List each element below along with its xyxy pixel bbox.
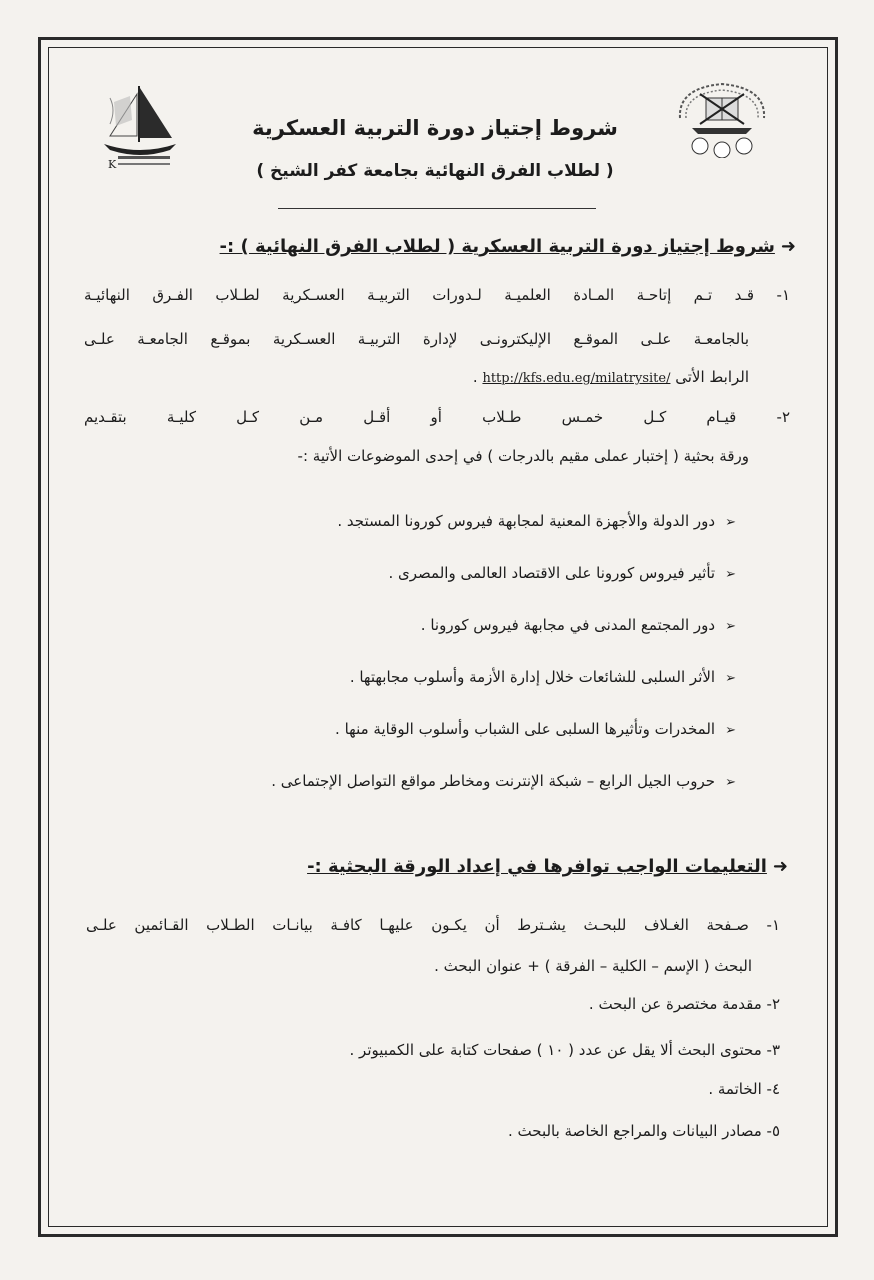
bullet-arrow-icon: ➢	[725, 671, 736, 686]
instruction-5: ٥- مصادر البيانات والمراجع الخاصة بالبحث .	[508, 1122, 780, 1140]
arrow-icon: ➜	[780, 236, 796, 257]
item2-line1: ٢- قيـام كـل خمـس طـلاب أو أقـل مـن كـل كليـة بتقـديم	[84, 408, 790, 426]
bullet-arrow-icon: ➢	[725, 775, 736, 790]
document-title: شروط إجتياز دورة التربية العسكرية	[252, 116, 618, 140]
instruction-4: ٤- الخاتمة .	[708, 1080, 780, 1098]
topic-item: ➢الأثر السلبى للشائعات خلال إدارة الأزمة وأسلوب مجابهتها .	[349, 668, 736, 686]
bullet-arrow-icon: ➢	[725, 567, 736, 582]
svg-text:K: K	[108, 158, 117, 171]
section2-heading: ➜التعليمات الواجب توافرها في إعداد الورقة البحثية :-	[307, 856, 788, 877]
bullet-arrow-icon: ➢	[725, 723, 736, 738]
instruction-1-line2: البحث ( الإسم – الكلية – الفرقة ) + عنوان البحث .	[434, 957, 752, 975]
item1-line3: الرابط الأتى http://kfs.edu.eg/milatrysite/ .	[472, 368, 749, 386]
instruction-3: ٣- محتوى البحث ألا يقل عن عدد ( ١٠ ) صفحات كتابة على الكمبيوتر .	[349, 1041, 780, 1059]
instruction-1-line1: ١- صـفحة الغـلاف للبحـث يشـترط أن يكـون عليهـا كافـة بيانـات الطـلاب القـائمين علـى	[86, 916, 780, 934]
title-underline	[278, 208, 596, 209]
topic-item: ➢حروب الجيل الرابع – شبكة الإنترنت ومخاطر مواقع التواصل الإجتماعى .	[271, 772, 736, 790]
military-site-link[interactable]: http://kfs.edu.eg/milatrysite/	[482, 371, 671, 386]
document-subtitle: ( لطلاب الفرق النهائية بجامعة كفر الشيخ )	[256, 161, 614, 181]
section1-heading: ➜شروط إجتياز دورة التربية العسكرية ( لطلاب الفرق النهائية ) :-	[219, 236, 796, 257]
bullet-arrow-icon: ➢	[725, 619, 736, 634]
topic-item: ➢دور المجتمع المدنى في مجابهة فيروس كورونا .	[420, 616, 736, 634]
item1-line1: ١- قـد تـم إتاحـة المـادة العلميـة لـدورات التربيـة العسـكرية لطـلاب الفـرق النهائيـة	[84, 286, 790, 304]
item1-line2: بالجامعـة علـى الموقـع الإليكترونـى لإدارة التربيـة العسـكرية بموقـع الجامعـة علـى	[84, 330, 749, 348]
topic-item: ➢دور الدولة والأجهزة المعنية لمجابهة فيروس كورونا المستجد .	[337, 512, 736, 530]
arrow-icon: ➜	[772, 856, 788, 877]
topic-item: ➢تأثير فيروس كورونا على الاقتصاد العالمى والمصرى .	[388, 564, 736, 582]
item2-line2: ورقة بحثية ( إختبار عملى مقيم بالدرجات ) في إحدى الموضوعات الأتية :-	[297, 447, 749, 465]
topic-item: ➢المخدرات وتأثيرها السلبى على الشباب وأسلوب الوقاية منها .	[335, 720, 736, 738]
bullet-arrow-icon: ➢	[725, 515, 736, 530]
instruction-2: ٢- مقدمة مختصرة عن البحث .	[588, 995, 780, 1013]
